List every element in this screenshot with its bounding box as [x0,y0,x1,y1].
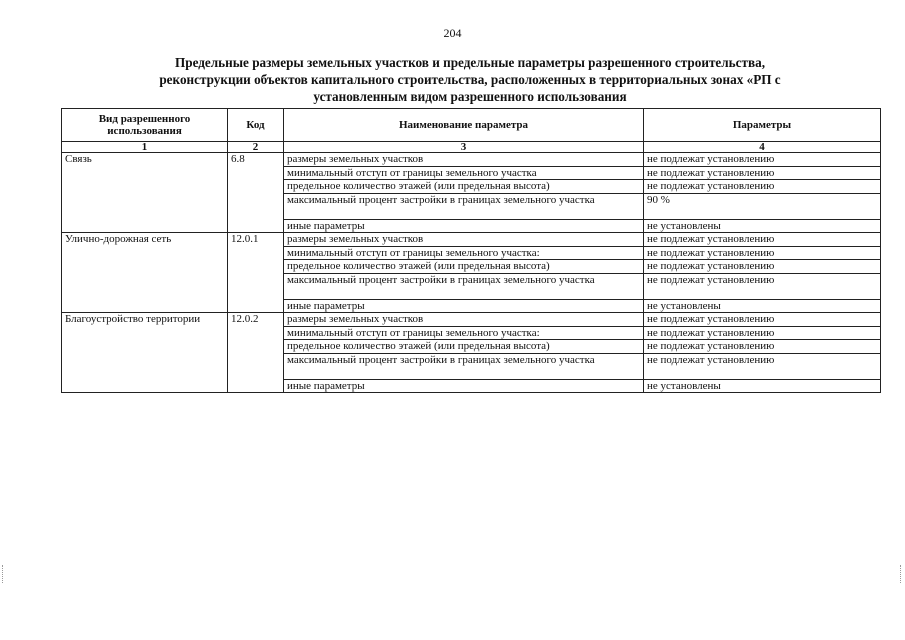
use-kind-cell: Связь [62,153,228,233]
parameter-value-cell: не подлежат установлению [644,340,881,354]
parameter-name-cell: минимальный отступ от границы земельного участка: [284,326,644,340]
parameter-value-cell: не подлежат установлению [644,233,881,247]
code-cell: 6.8 [228,153,284,233]
parameter-value-cell: не установлены [644,379,881,393]
parameter-name-cell: максимальный процент застройки в границах земельного участка [284,193,644,219]
parameter-name-cell: иные параметры [284,219,644,233]
parameter-value-cell: не установлены [644,299,881,313]
title-line-3: установленным видом разрешенного использования [313,89,627,104]
parameter-name-cell: размеры земельных участков [284,313,644,327]
parameter-value-cell: не подлежат установлению [644,180,881,194]
table-body [62,153,881,393]
code-cell: 12.0.1 [228,233,284,313]
parameter-name-cell: максимальный процент застройки в границах земельного участка [284,353,644,379]
page-number: 204 [443,26,462,40]
parameter-name-cell: размеры земельных участков [284,233,644,247]
parameters-table [61,108,881,393]
parameter-value-cell: 90 % [644,193,881,219]
header-parameter-value: Параметры [644,109,881,142]
parameter-name-cell: максимальный процент застройки в границах земельного участка [284,273,644,299]
title-line-1: Предельные размеры земельных участков и предельные параметры разрешенного строительства, [174,55,765,70]
parameter-name-cell: минимальный отступ от границы земельного участка [284,166,644,180]
title-line-2: реконструкции объектов капитального строительства, расположенных в территориальных зонах «РП с [159,72,781,87]
table-header-row [62,109,881,142]
table-row [62,313,881,327]
use-kind-cell: Улично-дорожная сеть [62,233,228,313]
header-code: Код [228,109,284,142]
column-number: 1 [62,142,228,153]
column-number-row [62,142,881,153]
column-number: 3 [284,142,644,153]
parameter-value-cell: не подлежат установлению [644,353,881,379]
table-row [62,153,881,167]
parameter-name-cell: предельное количество этажей (или предельная высота) [284,260,644,274]
parameter-value-cell: не подлежат установлению [644,326,881,340]
header-parameter-name: Наименование параметра [284,109,644,142]
parameter-name-cell: предельное количество этажей (или предельная высота) [284,180,644,194]
parameter-value-cell: не установлены [644,219,881,233]
document-title [60,54,880,105]
use-kind-cell: Благоустройство территории [62,313,228,393]
parameter-value-cell: не подлежат установлению [644,313,881,327]
code-cell: 12.0.2 [228,313,284,393]
table-row [62,233,881,247]
scan-edge-mark-left [2,565,5,583]
parameter-name-cell: минимальный отступ от границы земельного участка: [284,246,644,260]
parameter-value-cell: не подлежат установлению [644,260,881,274]
parameter-value-cell: не подлежат установлению [644,166,881,180]
scan-edge-mark-right [900,565,903,583]
column-number: 2 [228,142,284,153]
header-kind: Вид разрешенного использования [62,109,228,142]
parameter-name-cell: размеры земельных участков [284,153,644,167]
parameter-name-cell: иные параметры [284,379,644,393]
parameter-value-cell: не подлежат установлению [644,246,881,260]
column-number: 4 [644,142,881,153]
parameter-name-cell: иные параметры [284,299,644,313]
parameter-value-cell: не подлежат установлению [644,153,881,167]
parameter-name-cell: предельное количество этажей (или предельная высота) [284,340,644,354]
parameter-value-cell: не подлежат установлению [644,273,881,299]
